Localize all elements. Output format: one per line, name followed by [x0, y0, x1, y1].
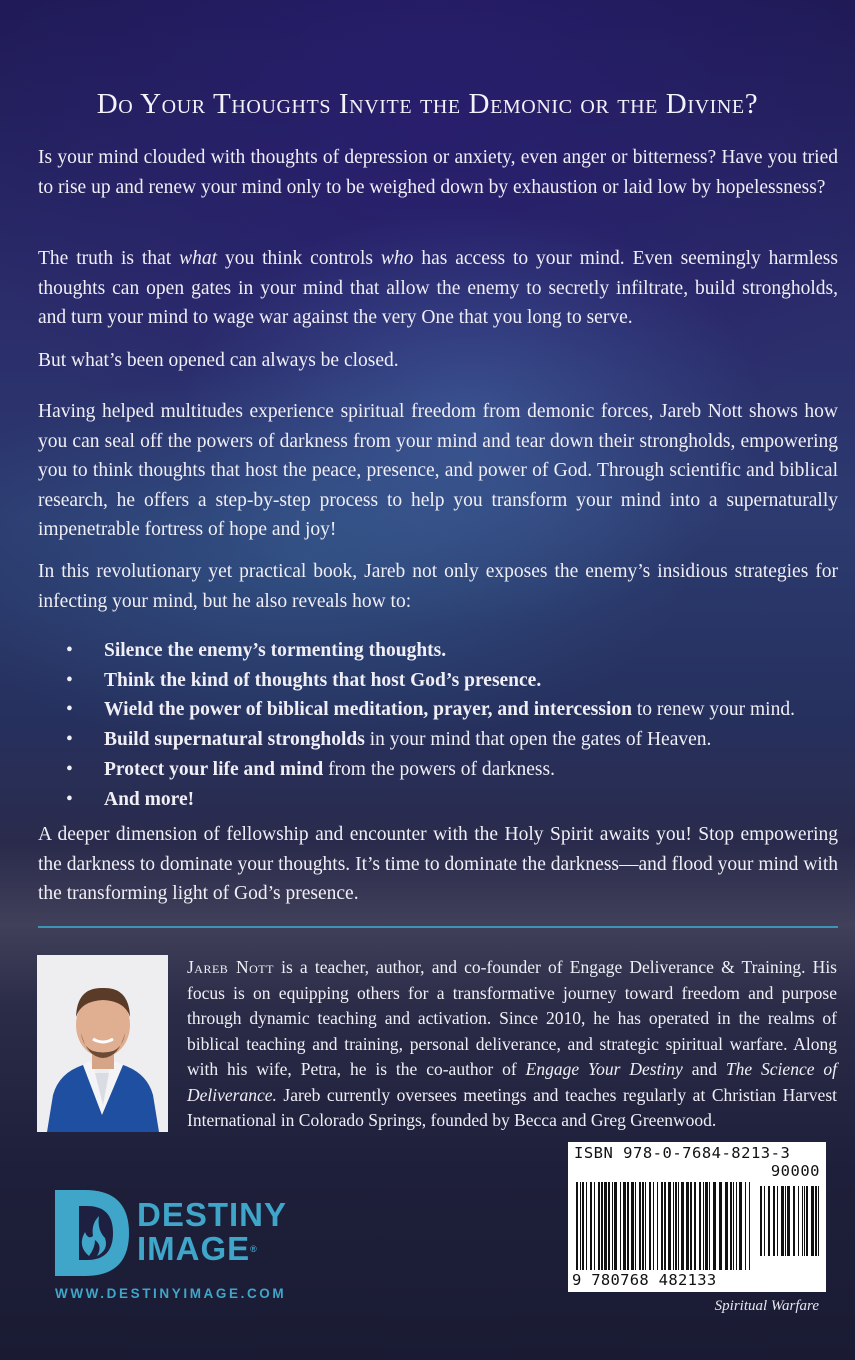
barcode-bars: [568, 1142, 826, 1292]
book-overview-paragraph: In this revolutionary yet practical book, Jareb not only exposes the enemy’s insidious strategies for infecting your mind, but he also reveals how to:: [38, 561, 838, 612]
book-category: Spiritual Warfare: [714, 1298, 819, 1314]
list-item: • And more!: [66, 788, 195, 810]
isbn-label: ISBN 978-0-7684-8213-3: [574, 1144, 791, 1162]
intro-paragraph: Is your mind clouded with thoughts of depression or anxiety, even anger or bitterness? Have you tried to rise up and renew your mind only to be weighed down by exhaustion or laid low by hopelessness?: [38, 147, 838, 198]
section-divider: [38, 926, 838, 928]
list-item: • Protect your life and mind from the powers of darkness.: [66, 758, 555, 780]
isbn-barcode: [568, 1142, 826, 1292]
closing-paragraph: A deeper dimension of fellowship and encounter with the Holy Spirit awaits you! Stop empowering the darkness to dominate your thoughts. It’s time to dominate the darkness—and flood your mind with the transforming light of God’s presence.: [38, 824, 838, 904]
publisher-website: WWW.DESTINYIMAGE.COM: [55, 1286, 287, 1301]
author-name: Jareb Nott: [187, 957, 274, 977]
closed-paragraph: But what’s been opened can always be closed.: [38, 350, 399, 371]
publisher-name: DESTINY IMAGE®: [137, 1196, 288, 1267]
list-item: • Think the kind of thoughts that host God’s presence.: [66, 669, 542, 691]
list-item: • Wield the power of biblical meditation, prayer, and intercession to renew your mind.: [66, 699, 795, 721]
author-work-paragraph: Having helped multitudes experience spiritual freedom from demonic forces, Jareb Nott shows how you can seal off the powers of darkness from your mind and tear down their strongholds, empowering you to think thoughts that host the peace, presence, and power of God. Through scientific and biblical research, he offers a step-by-step process to help you transform your mind into a supernaturally impenetrable fortress of hope and joy!: [38, 401, 838, 540]
author-photo: [37, 955, 168, 1132]
destiny-image-d-icon: [55, 1190, 129, 1276]
truth-paragraph: The truth is that what you think controls who has access to your mind. Even seemingly harmless thoughts can open gates in your mind that allow the enemy to secretly infiltrate, build strongholds, and turn your mind to wage war against the very One that you long to serve.: [38, 248, 838, 328]
price-code: 90000: [770, 1162, 820, 1180]
list-item: • Silence the enemy’s tormenting thoughts.: [66, 640, 447, 661]
list-item: • Build supernatural strongholds in your mind that open the gates of Heaven.: [66, 729, 712, 751]
author-bio: Jareb Nott is a teacher, author, and co-founder of Engage Deliverance & Training. His focus is on equipping others for a transformative journey toward freedom and purpose through dynamic teaching and activation. Since 2010, he has operated in the realms of biblical teaching and training, personal deliverance, and strategic spiritual warfare. Along with his wife, Petra, he is the co-author of Engage Your Destiny and The Science of Deliverance. Jareb currently oversees meetings and teaches regularly at Christian Harvest International in Colorado Springs, founded by Becca and Greg Greenwood.: [187, 957, 837, 1130]
back-cover-heading: Do Your Thoughts Invite the Demonic or the Divine?: [96, 88, 759, 120]
ean-digits: 9 780768 482133: [572, 1271, 717, 1289]
reveals-list: [62, 636, 852, 814]
author-portrait-icon: [37, 955, 168, 1132]
publisher-logo: [55, 1190, 288, 1281]
